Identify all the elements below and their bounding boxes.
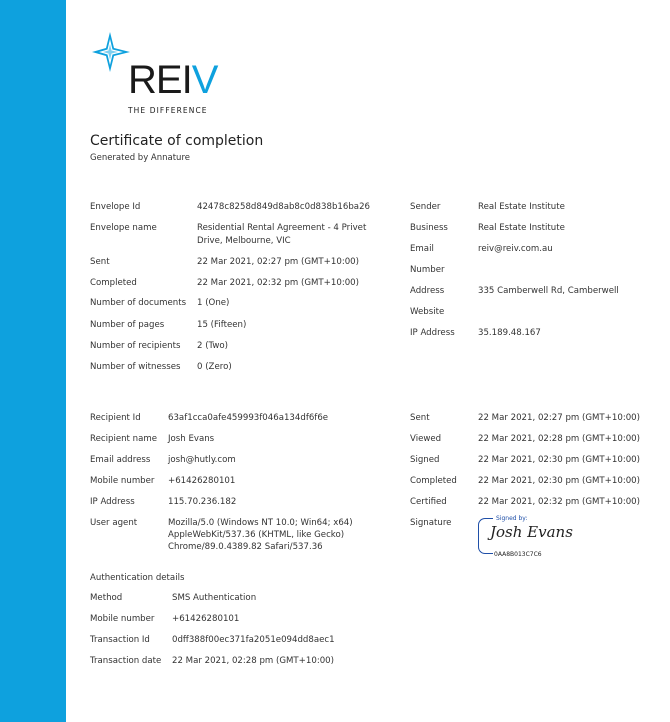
user-agent-line2: AppleWebKit/537.36 (KHTML, like Gecko) [168,530,345,540]
envelope-name-line2: Drive, Melbourne, VIC [197,236,291,246]
sender-ip-value: 35.189.48.167 [478,328,541,338]
envelope-completed-value: 22 Mar 2021, 02:32 pm (GMT+10:00) [197,278,359,288]
auth-mobile-value: +61426280101 [172,614,240,624]
event-viewed-value: 22 Mar 2021, 02:28 pm (GMT+10:00) [478,434,640,444]
auth-txdate-value: 22 Mar 2021, 02:28 pm (GMT+10:00) [172,656,334,666]
signature-box [478,515,573,561]
auth-method-label: Method [90,593,123,603]
envelope-id-value: 42478c8258d849d8ab8c0d838b16ba26 [197,202,370,212]
envelope-name-label: Envelope name [90,223,157,233]
witnesses-value: 0 (Zero) [197,362,232,372]
sender-email-value: reiv@reiv.com.au [478,244,553,254]
event-signed-value: 22 Mar 2021, 02:30 pm (GMT+10:00) [478,455,640,465]
recipient-id-value: 63af1cca0afe459993f046a134df6f6e [168,413,329,423]
sender-number-label: Number [410,265,445,275]
envelope-sent-value: 22 Mar 2021, 02:27 pm (GMT+10:00) [197,257,359,267]
reiv-logo [90,30,220,120]
envelope-id-label: Envelope Id [90,202,141,212]
logo-wordmark: REIV [128,58,218,102]
recipient-mobile-value: +61426280101 [168,476,236,486]
sender-ip-label: IP Address [410,328,455,338]
event-sent-label: Sent [410,413,430,423]
auth-section-title: Authentication details [90,573,185,583]
envelope-name-line1: Residential Rental Agreement - 4 Privet [197,223,367,233]
signature-label: Signature [410,518,452,528]
recipients-count-value: 2 (Two) [197,341,229,351]
auth-mobile-label: Mobile number [90,614,155,624]
signature-handwriting: Josh Evans [490,523,573,541]
page-subtitle: Generated by Annature [90,153,190,163]
recipient-email-label: Email address [90,455,151,465]
sender-email-label: Email [410,244,434,254]
page-title: Certificate of completion [90,133,264,149]
event-completed-value: 22 Mar 2021, 02:30 pm (GMT+10:00) [478,476,640,486]
event-sent-value: 22 Mar 2021, 02:27 pm (GMT+10:00) [478,413,640,423]
sender-address-value: 335 Camberwell Rd, Camberwell [478,286,619,296]
sender-address-label: Address [410,286,445,296]
recipient-ip-value: 115.70.236.182 [168,497,237,507]
logo-tagline: THE DIFFERENCE [128,106,208,115]
documents-value: 1 (One) [197,298,230,308]
user-agent-label: User agent [90,518,138,528]
pages-value: 15 (Fifteen) [197,320,247,330]
envelope-completed-label: Completed [90,278,137,288]
user-agent-line1: Mozilla/5.0 (Windows NT 10.0; Win64; x64) [168,518,353,528]
event-signed-label: Signed [410,455,440,465]
sender-value: Real Estate Institute [478,202,565,212]
auth-txid-value: 0dff388f00ec371fa2051e094dd8aec1 [172,635,335,645]
recipient-ip-label: IP Address [90,497,135,507]
user-agent-line3: Chrome/89.0.4389.82 Safari/537.36 [168,542,323,552]
auth-method-value: SMS Authentication [172,593,257,603]
auth-txid-label: Transaction Id [90,635,150,645]
recipient-name-value: Josh Evans [168,434,215,444]
recipient-id-label: Recipient Id [90,413,141,423]
recipient-email-value: josh@hutly.com [168,455,236,465]
recipients-count-label: Number of recipients [90,341,181,351]
business-value: Real Estate Institute [478,223,565,233]
side-stripe [0,0,66,722]
sender-website-label: Website [410,307,445,317]
pages-label: Number of pages [90,320,165,330]
auth-txdate-label: Transaction date [90,656,162,666]
signature-id: 0AA8B013C7C6 [494,551,542,558]
event-viewed-label: Viewed [410,434,442,444]
recipient-name-label: Recipient name [90,434,158,444]
signature-signed-by: Signed by: [496,515,528,522]
envelope-sent-label: Sent [90,257,110,267]
sender-label: Sender [410,202,441,212]
event-certified-label: Certified [410,497,447,507]
business-label: Business [410,223,448,233]
documents-label: Number of documents [90,298,187,308]
event-completed-label: Completed [410,476,457,486]
event-certified-value: 22 Mar 2021, 02:32 pm (GMT+10:00) [478,497,640,507]
recipient-mobile-label: Mobile number [90,476,155,486]
witnesses-label: Number of witnesses [90,362,181,372]
